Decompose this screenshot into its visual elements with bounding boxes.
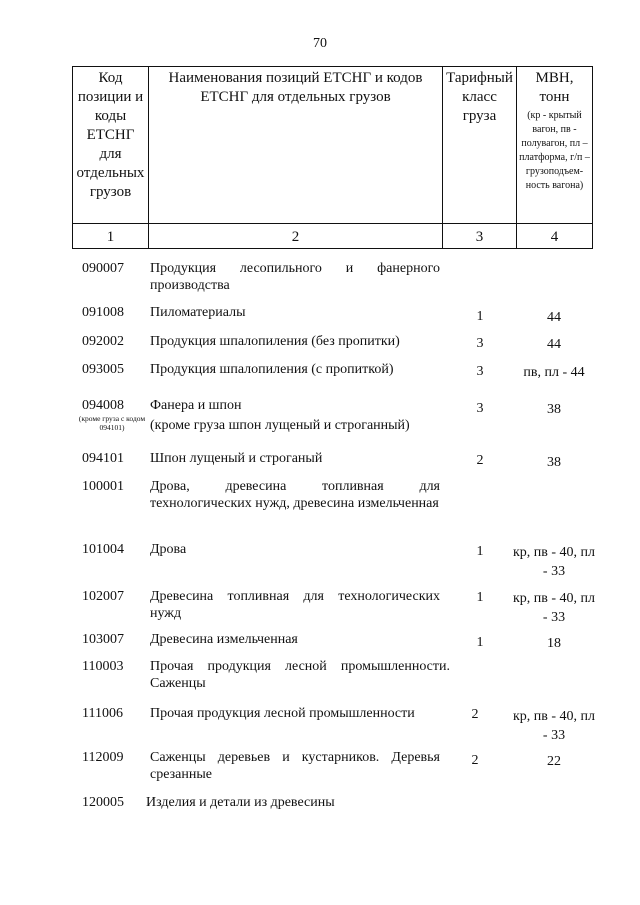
row-name: Продукция лесопильного и фанерного производства	[150, 261, 440, 293]
row-class: 2	[471, 753, 479, 768]
row-mvn: 22	[547, 754, 561, 769]
row-name: Шпон лущеный и строганый	[150, 451, 323, 466]
row-code: 101004	[82, 542, 124, 557]
row-mvn: кр, пв - 40, пл - 33	[512, 709, 596, 743]
header-table	[72, 66, 593, 249]
row-name: Саженцы деревьев и кустарников. Деревья срезанные	[150, 750, 440, 782]
column-number-3: 3	[443, 224, 517, 249]
row-name: Дрова	[150, 542, 187, 557]
row-class: 2	[476, 453, 484, 468]
row-name: Продукция шпалопиления (без пропитки)	[150, 334, 400, 349]
row-name: Прочая продукция лесной промышленности. Саженцы	[150, 659, 450, 691]
row-name: Пиломатериалы	[150, 305, 246, 320]
page-number: 70	[313, 36, 327, 51]
row-code: 111006	[82, 706, 123, 721]
row-name: Древесина топливная для технологических нужд	[150, 589, 440, 621]
column-number-2: 2	[149, 224, 443, 249]
row-mvn: кр, пв - 40, пл - 33	[512, 545, 596, 579]
row-mvn: 44	[547, 310, 561, 325]
row-code: 093005	[82, 362, 124, 377]
column-number-4: 4	[517, 224, 593, 249]
row-code: 092002	[82, 334, 124, 349]
row-code: 120005	[82, 795, 124, 810]
row-code: 110003	[82, 659, 124, 674]
row-class: 3	[476, 364, 484, 379]
row-name: Прочая продукция лесной промышленности	[150, 706, 415, 721]
row-class: 1	[476, 590, 484, 605]
row-code: 091008	[82, 305, 124, 320]
row-mvn: кр, пв - 40, пл - 33	[512, 591, 596, 625]
row-class: 1	[476, 544, 484, 559]
row-name: Дрова, древесина топливная для технологических нужд, древесина измельченная	[150, 479, 440, 511]
row-name: Продукция шпалопиления (с пропиткой)	[150, 362, 394, 377]
row-class: 3	[476, 401, 484, 416]
row-code: 100001	[82, 479, 124, 494]
header-mvn-note: (кр - крытый вагон, пв - полувагон, пл – платформа, г/п – грузоподъем-ность вагона)	[519, 110, 590, 191]
row-mvn: 38	[547, 402, 561, 417]
row-mvn: 38	[547, 455, 561, 470]
row-code: 102007	[82, 589, 124, 604]
row-class: 1	[476, 635, 484, 650]
row-mvn: 18	[547, 636, 561, 651]
row-name: Изделия и детали из древесины	[146, 795, 335, 810]
row-class: 2	[471, 707, 479, 722]
row-code: 103007	[82, 632, 124, 647]
row-class: 1	[476, 309, 484, 324]
header-col-name: Наименования позиций ЕТСНГ и кодов ЕТСНГ для отдельных грузов	[149, 67, 443, 224]
header-col-class: Тарифный класс груза	[443, 67, 517, 224]
row-code: 090007	[82, 261, 124, 276]
row-name-detail: (кроме груза шпон лущеный и строганный)	[150, 418, 410, 433]
row-mvn: 44	[547, 337, 561, 352]
row-name: Древесина измельченная	[150, 632, 298, 647]
row-name: Фанера и шпон	[150, 398, 242, 413]
row-code: 112009	[82, 750, 124, 765]
header-col-mvn	[517, 67, 593, 224]
row-code: 094008	[82, 398, 124, 413]
header-mvn-main: МВН, тонн	[535, 70, 574, 105]
row-mvn: пв, пл - 44	[523, 365, 585, 380]
column-number-row	[73, 224, 593, 249]
header-row	[73, 67, 593, 224]
row-code-note: (кроме груза с кодом 094101)	[78, 414, 146, 432]
header-col-code: Код позиции и коды ЕТСНГ для отдельных грузов	[73, 67, 149, 224]
column-number-1: 1	[73, 224, 149, 249]
row-code: 094101	[82, 451, 124, 466]
row-class: 3	[476, 336, 484, 351]
